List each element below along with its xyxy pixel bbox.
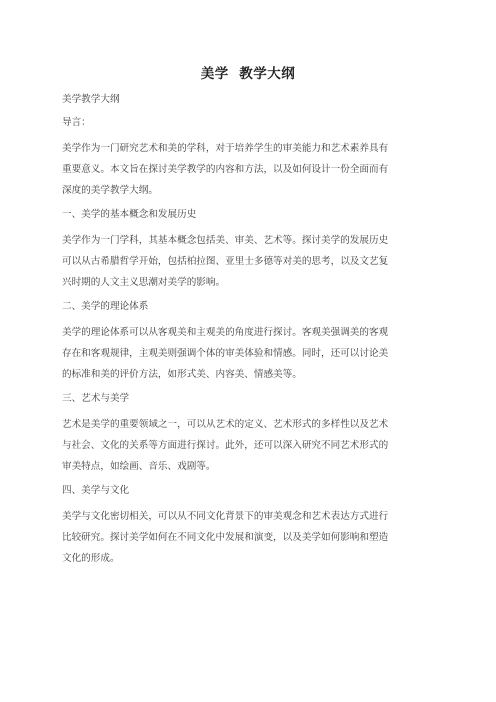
- intro-heading: 导言：: [62, 117, 91, 128]
- paragraph-line: 重要意义。本文旨在探讨美学教学的内容和方法，以及如何设计一份全面而有: [62, 164, 389, 175]
- paragraph-line: 美学的理论体系可以从客观美和主观美的角度进行探讨。客观美强调美的客观: [62, 327, 389, 338]
- paragraph-line: 兴时期的人文主义思潮对美学的影响。: [62, 277, 226, 288]
- document-title: 美学 教学大纲: [200, 66, 296, 82]
- paragraph-line: 美学作为一门学科，其基本概念包括美、审美、艺术等。探讨美学的发展历史: [62, 235, 389, 246]
- paragraph-line: 文化的形成。: [62, 553, 120, 564]
- section-heading: 一、美学的基本概念和发展历史: [62, 209, 197, 220]
- paragraph-line: 存在和客观规律，主观美则强调个体的审美体验和情感。同时，还可以讨论美: [62, 348, 389, 359]
- section-paragraph: [62, 230, 422, 293]
- paragraph-line: 审美特点，如绘画、音乐、戏剧等。: [62, 461, 216, 472]
- section-paragraph: [62, 414, 422, 477]
- paragraph-line: 艺术是美学的重要领域之一，可以从艺术的定义、艺术形式的多样性以及艺术: [62, 419, 389, 430]
- paragraph-line: 美学作为一门研究艺术和美的学科，对于培养学生的审美能力和艺术素养具有: [62, 143, 389, 154]
- section-paragraph: [62, 322, 422, 385]
- section-heading: 四、美学与文化: [62, 485, 130, 496]
- paragraph-line: 的标准和美的评价方法，如形式美、内容美、情感美等。: [62, 369, 302, 380]
- section-heading: 三、艺术与美学: [62, 393, 130, 404]
- paragraph-line: 比较研究。探讨美学如何在不同文化中发展和演变，以及美学如何影响和塑造: [62, 532, 389, 543]
- paragraph-line: 与社会、文化的关系等方面进行探讨。此外，还可以深入研究不同艺术形式的: [62, 440, 389, 451]
- section-heading: 二、美学的理论体系: [62, 301, 149, 312]
- paragraph-line: 美学与文化密切相关，可以从不同文化背景下的审美观念和艺术表达方式进行: [62, 511, 389, 522]
- paragraph-line: 深度的美学教学大纲。: [62, 185, 158, 196]
- document-subtitle: 美学教学大纲: [62, 94, 120, 105]
- section-paragraph: [62, 506, 422, 569]
- intro-paragraph: [62, 138, 422, 201]
- document-body: [62, 92, 422, 575]
- paragraph-line: 可以从古希腊哲学开始，包括柏拉图、亚里士多德等对美的思考，以及文艺复: [62, 256, 389, 267]
